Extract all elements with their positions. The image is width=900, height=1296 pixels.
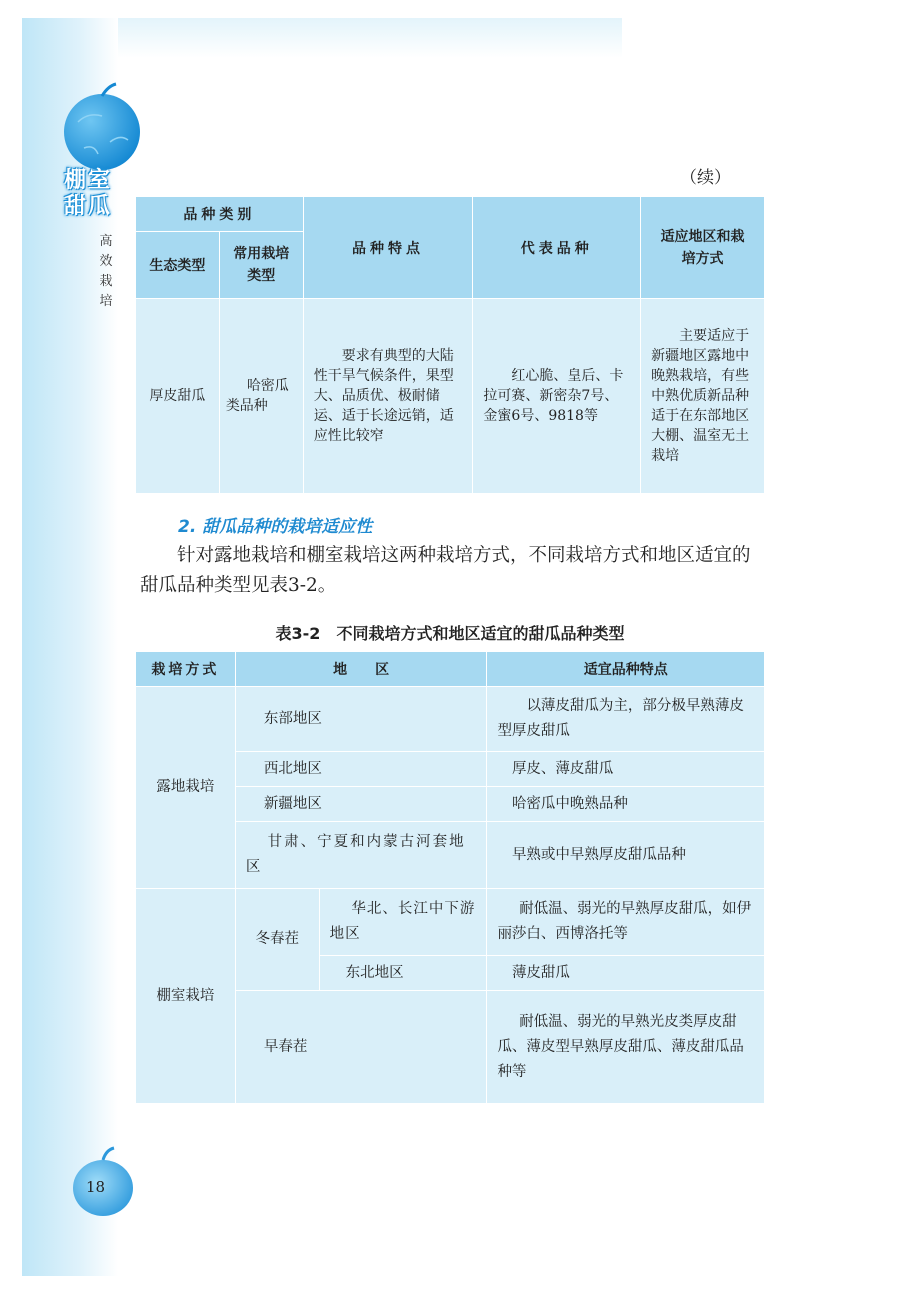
cell-common-type: 哈密瓜类品种 — [219, 299, 303, 494]
cell-traits: 早熟或中早熟厚皮甜瓜品种 — [487, 822, 765, 889]
variety-table — [135, 196, 765, 494]
cell-region: 东北地区 — [319, 956, 487, 991]
cell-traits: 以薄皮甜瓜为主，部分极早熟薄皮型厚皮甜瓜 — [487, 687, 765, 752]
header-method: 栽培方式 — [136, 652, 236, 687]
melon-icon — [58, 82, 150, 174]
cell-region: 甘肃、宁夏和内蒙古河套地区 — [235, 822, 487, 889]
cell-traits: 要求有典型的大陆性干旱气候条件，果型大、品质优、极耐储运、适于长途远销，适应性比较窄 — [303, 299, 473, 494]
series-title-line1: 棚室 — [64, 168, 113, 193]
header-eco-type: 生态类型 — [136, 232, 220, 299]
cell-open-field: 露地栽培 — [136, 687, 236, 889]
cell-traits: 薄皮甜瓜 — [487, 956, 765, 991]
table-caption: 表3-2 不同栽培方式和地区适宜的甜瓜品种类型 — [275, 624, 625, 643]
series-title-line2: 甜瓜 — [64, 194, 113, 219]
cell-traits: 耐低温、弱光的早熟光皮类厚皮甜瓜、薄皮型早熟厚皮甜瓜、薄皮甜瓜品种等 — [487, 991, 765, 1104]
cell-traits: 哈密瓜中晚熟品种 — [487, 787, 765, 822]
cell-varieties: 红心脆、皇后、卡拉可赛、新密杂7号、金蜜6号、9818等 — [473, 299, 641, 494]
series-title — [64, 168, 140, 220]
cell-region: 西北地区 — [235, 752, 487, 787]
header-region: 地 区 — [235, 652, 487, 687]
body-paragraph: 针对露地栽培和棚室栽培这两种栽培方式，不同栽培方式和地区适宜的甜瓜品种类型见表3-2。 — [140, 545, 751, 596]
cell-eco-type: 厚皮甜瓜 — [136, 299, 220, 494]
page-number: 18 — [86, 1178, 106, 1196]
cell-traits: 厚皮、薄皮甜瓜 — [487, 752, 765, 787]
header-variety-category: 品种类别 — [136, 197, 304, 232]
cell-winter-spring: 冬春茬 — [235, 889, 319, 991]
header-common-type: 常用栽培类型 — [219, 232, 303, 299]
section-heading: 2. 甜瓜品种的栽培适应性 — [178, 517, 373, 537]
header-traits: 适宜品种特点 — [487, 652, 765, 687]
cell-early-spring: 早春茬 — [235, 991, 487, 1104]
header-traits: 品种特点 — [303, 197, 473, 299]
cell-region: 主要适应于新疆地区露地中晚熟栽培，有些中熟优质新品种适于在东部地区大棚、温室无土栽培 — [641, 299, 765, 494]
continued-label: （续） — [680, 168, 731, 188]
series-subtitle: 高效栽培 — [99, 234, 113, 309]
header-region: 适应地区和栽培方式 — [641, 197, 765, 299]
cell-region: 新疆地区 — [235, 787, 487, 822]
cultivation-table — [135, 651, 765, 1104]
header-varieties: 代表品种 — [473, 197, 641, 299]
cell-region: 华北、长江中下游地区 — [319, 889, 487, 956]
cell-greenhouse: 棚室栽培 — [136, 889, 236, 1104]
cell-traits: 耐低温、弱光的早熟厚皮甜瓜，如伊丽莎白、西博洛托等 — [487, 889, 765, 956]
cell-region: 东部地区 — [235, 687, 487, 752]
